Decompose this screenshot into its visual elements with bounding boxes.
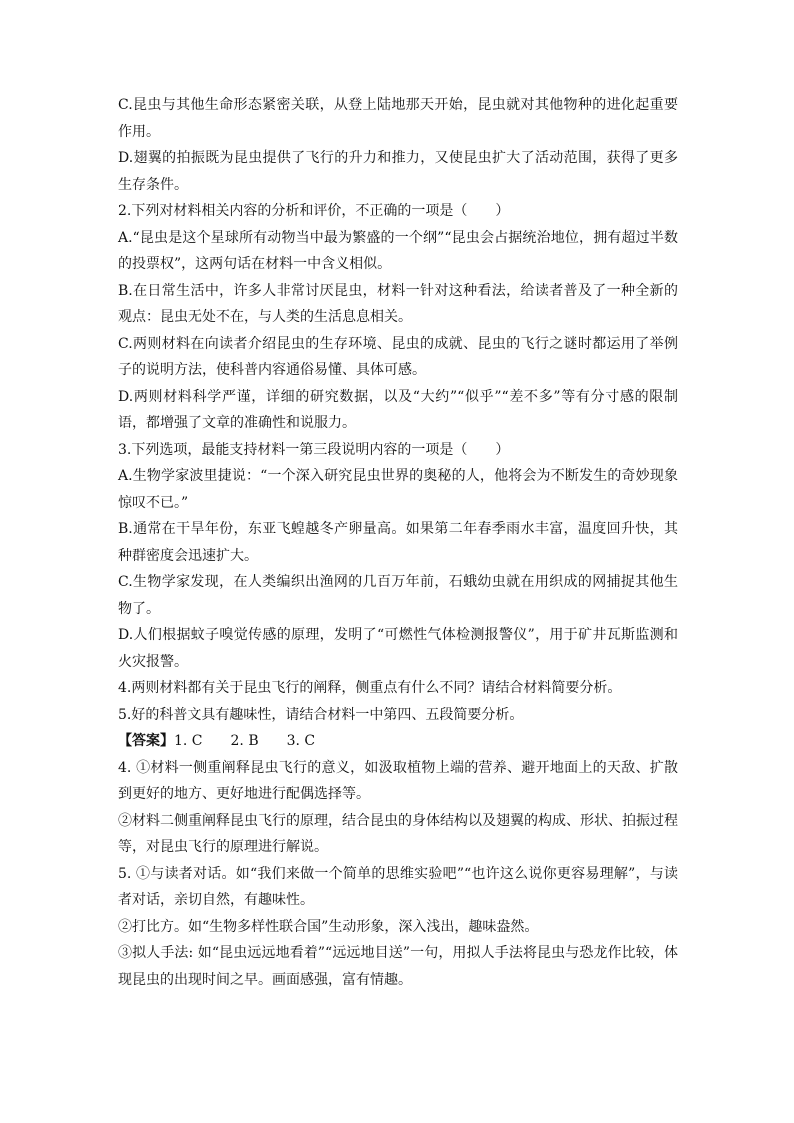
question-2: 2.下列对材料相关内容的分析和评价，不正确的一项是（ ） (118, 203, 510, 219)
explanation-5-1: 5. ①与读者对话。如“我们来做一个简单的思维实验吧”“也许这么说你更容易理解”，与读者对话，亲切自然，有趣味性。 (118, 865, 678, 908)
answer-tag: 【答案】 (118, 733, 174, 749)
question-5: 5.好的科普文具有趣味性，请结合材料一中第四、五段简要分析。 (118, 706, 524, 723)
option-a-q3: A.生物学家波里捷说：“一个深入研究昆虫世界的奥秘的人，他将会为不断发生的奇妙现象惊叹不已。” (118, 468, 678, 511)
explanation-5-3: ③拟人手法: 如“昆虫远远地看着”“远远地目送”一句，用拟人手法将昆虫与恐龙作比较，体现昆虫的出现时间之早。画面感强，富有情趣。 (118, 945, 678, 988)
explanation-5-2: ②打比方。如“生物多样性联合国”生动形象，深入浅出，趣味盎然。 (118, 918, 539, 935)
question-3: 3.下列选项，最能支持材料一第三段说明内容的一项是（ ） (118, 441, 510, 458)
option-c-q2: C.两则材料在向读者介绍昆虫的生存环境、昆虫的成就、昆虫的飞行之谜时都运用了举例子的说明方法，使科普内容通俗易懂、具体可感。 (118, 335, 678, 378)
option-b-q3: B.通常在干旱年份，东亚飞蝗越冬产卵量高。如果第二年春季雨水丰富，温度回升快，其种群密度会迅速扩大。 (118, 521, 678, 564)
answer-line (118, 728, 678, 755)
option-b-q2: B.在日常生活中，许多人非常讨厌昆虫，材料一针对这种看法，给读者普及了一种全新的观点：昆虫无处不在，与人类的生活息息相关。 (118, 282, 678, 325)
option-a-q2: A.“昆虫是这个星球所有动物当中最为繁盛的一个纲”“昆虫会占据统治地位，拥有超过半数的投票权”，这两句话在材料一中含义相似。 (118, 229, 678, 272)
document-body (118, 92, 678, 993)
explanation-4-1: 4. ①材料一侧重阐释昆虫飞行的意义，如汲取植物上端的营养、避开地面上的天敌、扩散到更好的地方、更好地进行配偶选择等。 (118, 759, 678, 802)
question-4: 4.两则材料都有关于昆虫飞行的阐释，侧重点有什么不同？请结合材料简要分析。 (118, 680, 622, 696)
option-d-q1: D.翅翼的拍振既为昆虫提供了飞行的升力和推力，又使昆虫扩大了活动范围，获得了更多生存条件。 (118, 150, 678, 193)
answer-text: 1. C 2. B 3. C (174, 733, 316, 749)
explanation-4-2: ②材料二侧重阐释昆虫飞行的原理，结合昆虫的身体结构以及翅翼的构成、形状、拍振过程等，对昆虫飞行的原理进行解说。 (118, 812, 678, 855)
option-c-q1: C.昆虫与其他生命形态紧密关联，从登上陆地那天开始，昆虫就对其他物种的进化起重要作用。 (118, 97, 678, 140)
option-c-q3: C.生物学家发现，在人类编织出渔网的几百万年前，石蛾幼虫就在用织成的网捕捉其他生物了。 (118, 574, 678, 617)
option-d-q3: D.人们根据蚊子嗅觉传感的原理，发明了“可燃性气体检测报警仪”，用于矿井瓦斯监测和火灾报警。 (118, 627, 678, 670)
option-d-q2: D.两则材料科学严谨，详细的研究数据，以及“大约”“似乎”“差不多”等有分寸感的限制语，都增强了文章的准确性和说服力。 (118, 388, 678, 431)
